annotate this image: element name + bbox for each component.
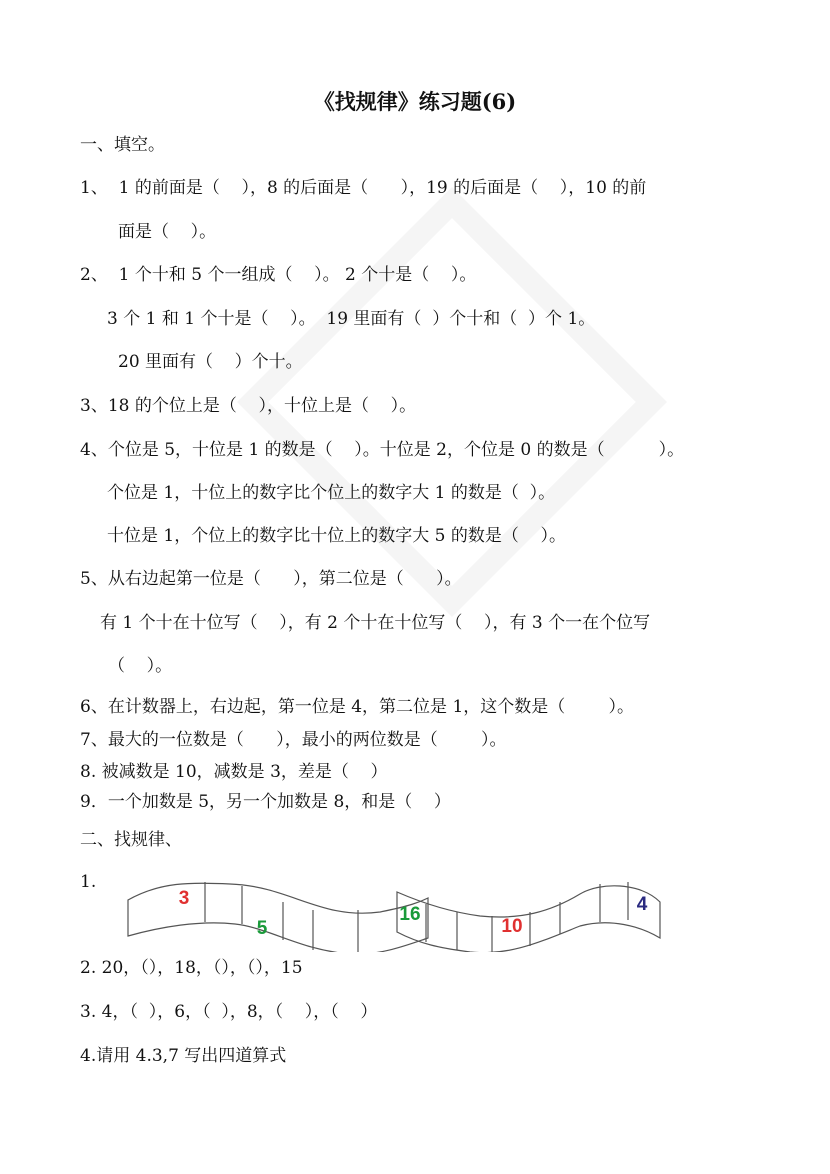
ribbon-right-number: 10 [501,916,523,937]
question-1-line-2: 面是（ ）。 [118,222,217,242]
question-5-line-3: （ ）。 [108,656,173,676]
ribbon-left-number: 5 [256,918,268,939]
number-ribbon-figure [120,872,680,952]
question-2-line-3: 20 里面有（ ）个十。 [118,352,303,372]
question-3: 3、18 的个位上是（ ），十位上是（ ）。 [80,396,417,416]
question-7: 7、最大的一位数是（ ），最小的两位数是（ ）。 [80,730,507,750]
pattern-question-2: 2. 20，（），18，（），（），15 [80,958,303,978]
pattern-question-4: 4.请用 4.3,7 写出四道算式 [80,1046,287,1066]
question-5-line-1: 5、从右边起第一位是（ ），第二位是（ ）。 [80,569,462,589]
question-8: 8. 被减数是 10，减数是 3，差是（ ） [80,762,388,782]
question-6: 6、在计数器上，右边起，第一位是 4，第二位是 1，这个数是（ ）。 [80,697,634,717]
question-4-line-1: 4、个位是 5，十位是 1 的数是（ ）。十位是 2，个位是 0 的数是（ ）。 [80,440,685,460]
question-2-line-1: 2、 1 个十和 5 个一组成（ ）。 2 个十是（ ）。 [80,265,477,285]
page-title: 《找规律》练习题(6) [313,89,517,114]
question-4-line-2: 个位是 1，十位上的数字比个位上的数字大 1 的数是（ ）。 [107,483,556,503]
section-heading-fill-blank: 一、填空。 [80,135,165,155]
pattern-question-3: 3. 4，（ ），6，（ ），8，（ ），（ ） [80,1002,378,1022]
ribbon-right-number: 4 [636,894,648,915]
ribbon-left-band [128,883,428,952]
pattern-question-1-label: 1. [80,872,97,892]
ribbon-right-number: 16 [399,904,421,925]
question-4-line-3: 十位是 1，个位上的数字比十位上的数字大 5 的数是（ ）。 [107,526,566,546]
ribbon-right-band [397,886,660,952]
section-heading-patterns: 二、找规律、 [80,830,182,850]
question-9: 9．一个加数是 5，另一个加数是 8，和是（ ） [80,792,451,812]
question-2-line-2: 3 个 1 和 1 个十是（ ）。 19 里面有（ ）个十和（ ）个 1。 [107,309,596,329]
ribbon-left-number: 3 [178,888,190,909]
question-1-line-1: 1、 1 的前面是（ ），8 的后面是（ ），19 的后面是（ ），10 的前 [80,178,647,198]
question-5-line-2: 有 1 个十在十位写（ ），有 2 个十在十位写（ ），有 3 个一在个位写 [100,613,651,633]
